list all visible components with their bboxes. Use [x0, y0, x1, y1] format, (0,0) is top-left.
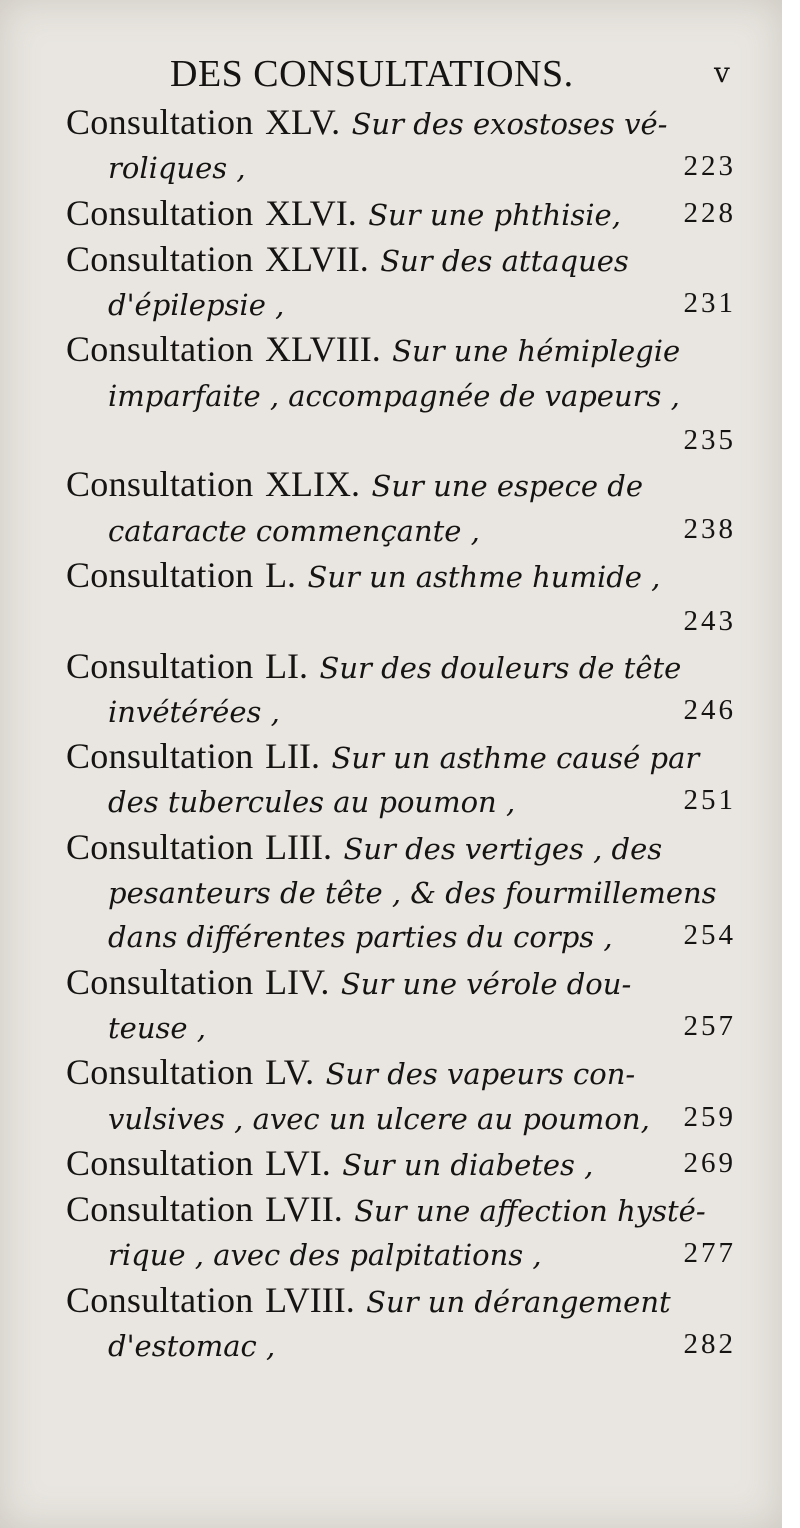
entry-subject: Sur une vérole dou- — [340, 966, 632, 1001]
entry-number: LI. — [265, 645, 309, 686]
entry-page: 238 — [683, 512, 736, 545]
entry-lead: Consultation — [66, 238, 254, 279]
entry-number: LV. — [265, 1052, 315, 1093]
entry-lead: Consultation — [66, 102, 254, 142]
entry-lead: Consultation — [66, 1279, 254, 1320]
entry-subject: Sur des vapeurs con- — [325, 1057, 636, 1092]
toc-entry — [66, 1050, 736, 1141]
entry-subject: Sur une espece de — [371, 469, 643, 504]
entry-lead: Consultation — [66, 1189, 254, 1230]
toc-entry — [66, 237, 736, 328]
entry-page: 243 — [683, 605, 736, 638]
entry-number: XLVIII. — [265, 329, 381, 370]
entry-page: 259 — [683, 1100, 736, 1133]
toc-entry — [66, 825, 736, 960]
entry-lead: Consultation — [66, 192, 254, 233]
entry-page: 254 — [683, 919, 736, 952]
entry-subject: Sur un diabetes , — [342, 1147, 594, 1182]
entry-page: 277 — [683, 1237, 736, 1270]
entry-page: 251 — [683, 784, 736, 817]
entry-subject: Sur des attaques — [380, 243, 629, 278]
toc-entry — [66, 1187, 736, 1278]
toc-entry — [66, 462, 736, 553]
entry-continuation: des tubercules au poumon , — [108, 785, 516, 820]
entry-subject: Sur un asthme causé par — [331, 741, 700, 776]
entry-lead: Consultation — [66, 1142, 254, 1183]
entry-number: XLVI. — [265, 192, 357, 233]
entry-continuation: dans différentes parties du corps , — [108, 920, 613, 955]
entry-subject: Sur des douleurs de tête — [319, 650, 682, 685]
entry-page: 257 — [683, 1009, 736, 1042]
entry-continuation: rique , avec des palpitations , — [108, 1238, 542, 1273]
entry-continuation: roliques , — [108, 151, 246, 186]
toc-entry — [66, 1278, 736, 1369]
toc-entry — [66, 960, 736, 1051]
entry-subject: Sur une hémiplegie — [392, 334, 681, 369]
entry-lead: Consultation — [66, 554, 254, 595]
entry-lead: Consultation — [66, 645, 254, 686]
entry-number: LII. — [265, 736, 321, 777]
page-mark: v — [714, 56, 730, 89]
entry-subject: Sur un dérangement — [366, 1284, 671, 1319]
entry-continuation: pesanteurs de tête , & des fourmillemens — [108, 876, 717, 911]
running-header — [0, 52, 800, 102]
entry-continuation: vulsives , avec un ulcere au poumon, — [108, 1101, 650, 1136]
entry-continuation: invétérées , — [108, 694, 280, 729]
entry-number: XLV. — [265, 102, 341, 142]
entry-continuation: d'épilepsie , — [108, 288, 285, 323]
toc-entry — [66, 734, 736, 825]
entry-page: 223 — [683, 150, 736, 183]
entry-lead: Consultation — [66, 464, 254, 505]
entry-page: 246 — [683, 693, 736, 726]
entry-subject: Sur un asthme humide , — [307, 559, 661, 594]
page-title: DES CONSULTATIONS. — [170, 53, 574, 95]
entry-number: XLVII. — [265, 238, 369, 279]
entry-lead: Consultation — [66, 736, 254, 777]
toc-entry — [66, 100, 736, 191]
table-of-contents — [66, 100, 736, 1368]
entry-lead: Consultation — [66, 329, 254, 370]
entry-page: 228 — [683, 196, 736, 229]
toc-entry — [66, 327, 736, 462]
toc-entry — [66, 644, 736, 735]
entry-page: 269 — [683, 1146, 736, 1179]
entry-lead: Consultation — [66, 961, 254, 1002]
toc-entry — [66, 191, 736, 237]
entry-number: LVI. — [265, 1142, 331, 1183]
entry-continuation: cataracte commençante , — [108, 513, 480, 548]
entry-number: XLIX. — [265, 464, 361, 505]
entry-page: 282 — [683, 1328, 736, 1361]
entry-number: LVIII. — [265, 1279, 355, 1320]
entry-subject: Sur des exostoses vé- — [351, 107, 668, 141]
entry-number: LIV. — [265, 961, 330, 1002]
entry-number: L. — [265, 554, 297, 595]
toc-entry — [66, 1141, 736, 1187]
entry-continuation: imparfaite , accompagnée de vapeurs , — [108, 378, 680, 413]
entry-continuation: d'estomac , — [108, 1329, 276, 1364]
entry-lead: Consultation — [66, 826, 254, 867]
toc-entry — [66, 553, 736, 644]
entry-subject: Sur des vertiges , des — [343, 831, 663, 866]
entry-number: LIII. — [265, 826, 333, 867]
entry-page: 231 — [683, 287, 736, 320]
entry-continuation: teuse , — [108, 1010, 206, 1045]
entry-number: LVII. — [265, 1189, 343, 1230]
entry-subject: Sur une affection hysté- — [354, 1194, 706, 1229]
entry-page: 235 — [683, 424, 736, 457]
entry-subject: Sur une phthisie, — [368, 197, 621, 232]
entry-lead: Consultation — [66, 1052, 254, 1093]
